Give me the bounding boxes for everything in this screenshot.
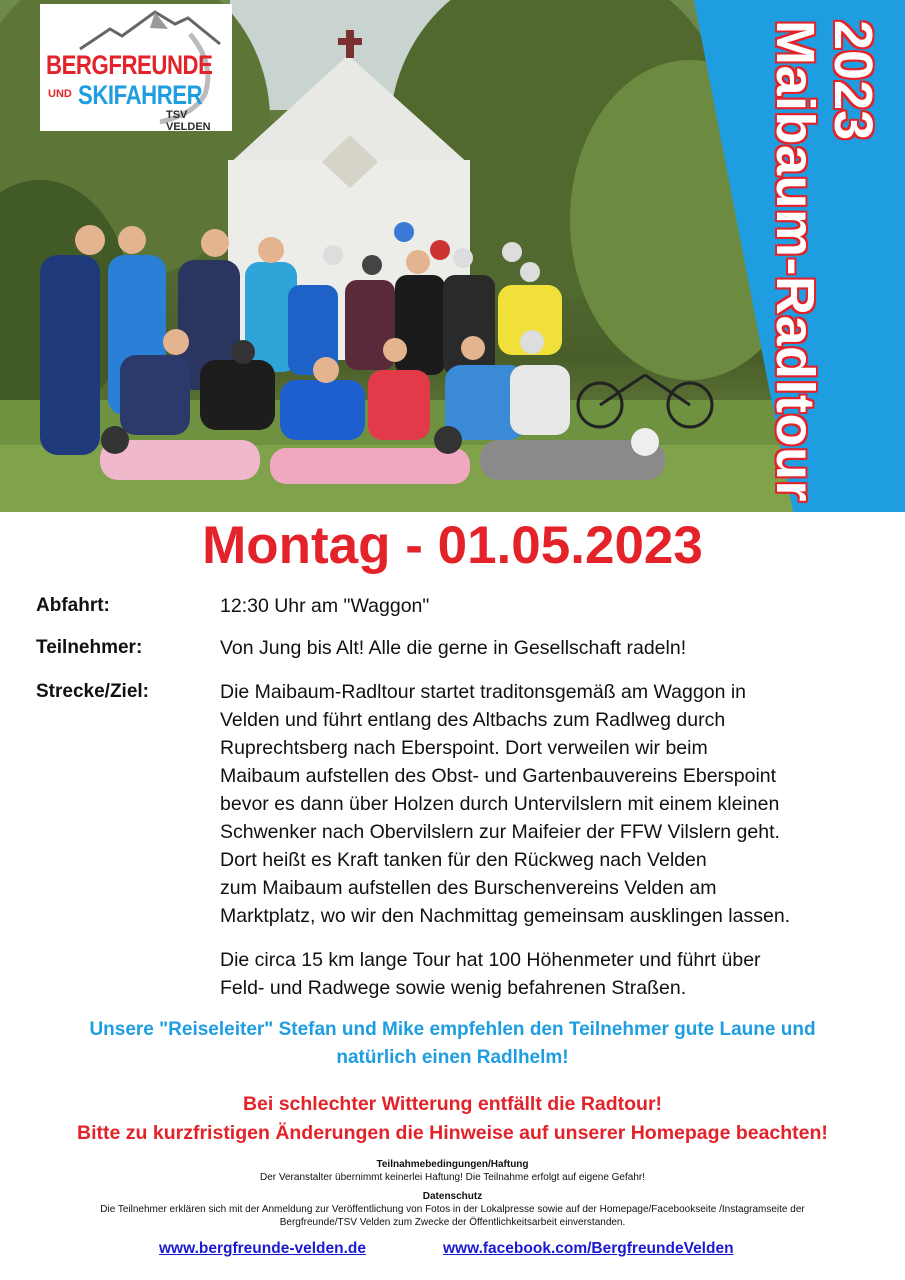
detail-line: Feld- und Radwege sowie wenig befahrenen Straßen. <box>220 977 687 999</box>
detail-value <box>220 592 880 620</box>
banner-title: Maibaum-Radltour <box>765 20 825 503</box>
event-date: Montag - 01.05.2023 <box>202 516 703 575</box>
homepage-link[interactable]: www.bergfreunde-velden.de <box>159 1240 366 1257</box>
privacy-text: Die Teilnehmer erklären sich mit der Anmeldung zur Veröffentlichung von Fotos in der Lokalpresse sowie auf der Homepage/Facebookseite /Instagramseite der <box>100 1204 805 1215</box>
conditions <box>0 1158 905 1184</box>
detail-line: Maibaum aufstellen des Obst- und Gartenbauvereins Eberspoint <box>220 765 777 787</box>
detail-value <box>220 678 880 930</box>
logo-line-2: SKIFAHRER <box>78 80 203 110</box>
detail-line: Marktplatz, wo wir den Nachmittag gemeinsam ausklingen lassen. <box>220 905 791 927</box>
detail-line: Ruprechtsberg nach Eberspoint. Dort verweilen wir beim <box>220 737 708 759</box>
footer-links <box>0 1240 905 1262</box>
guide-note-line: Unsere "Reiseleiter" Stefan und Mike empfehlen den Teilnehmer gute Laune und <box>89 1019 816 1040</box>
privacy-text: Bergfreunde/TSV Velden zum Zwecke der Öffentlichkeitsarbeit einverstanden. <box>279 1217 626 1228</box>
logo-line-1: BERGFREUNDE <box>46 50 213 80</box>
detail-label: Strecke/Ziel: <box>36 681 149 702</box>
conditions-heading: Teilnahmebedingungen/Haftung <box>376 1159 529 1170</box>
detail-label: Teilnehmer: <box>36 637 143 658</box>
conditions-text: Der Veranstalter übernimmt keinerlei Haftung! Die Teilnahme erfolgt auf eigene Gefahr! <box>259 1172 646 1183</box>
weather-note-line: Bei schlechter Witterung entfällt die Radtour! <box>242 1093 663 1115</box>
detail-line: Dort heißt es Kraft tanken für den Rückweg nach Velden <box>220 849 707 871</box>
guide-note-line: natürlich einen Radlhelm! <box>336 1047 569 1068</box>
detail-line: Von Jung bis Alt! Alle die gerne in Gesellschaft radeln! <box>220 637 687 659</box>
logo-line-3: TSV VELDEN <box>166 109 211 133</box>
detail-line: zum Maibaum aufstellen des Burschenvereins Velden am <box>220 877 717 899</box>
detail-line: Schwenker nach Obervilslern zur Maifeier der FFW Vilslern geht. <box>220 821 780 843</box>
detail-label: Abfahrt: <box>36 595 110 616</box>
club-logo <box>40 4 232 131</box>
detail-line: Velden und führt entlang des Altbachs zum Radlweg durch <box>220 709 726 731</box>
detail-value <box>220 946 880 1002</box>
logo-und: UND <box>48 88 72 100</box>
privacy-heading: Datenschutz <box>422 1191 483 1202</box>
detail-value <box>220 634 880 662</box>
facebook-link[interactable]: www.facebook.com/BergfreundeVelden <box>443 1240 734 1257</box>
group-photo <box>0 0 905 512</box>
guide-note <box>0 1016 905 1072</box>
weather-note <box>0 1090 905 1148</box>
privacy <box>0 1190 905 1229</box>
weather-note-line: Bitte zu kurzfristigen Änderungen die Hinweise auf unserer Homepage beachten! <box>77 1122 828 1144</box>
detail-line: 12:30 Uhr am "Waggon" <box>220 595 430 617</box>
detail-line: bevor es dann über Holzen durch Untervilslern mit einem kleinen <box>220 793 780 815</box>
banner-year: 2023 <box>823 20 883 141</box>
detail-line: Die Maibaum-Radltour startet traditonsgemäß am Waggon in <box>220 681 747 703</box>
detail-line: Die circa 15 km lange Tour hat 100 Höhenmeter und führt über <box>220 949 761 971</box>
